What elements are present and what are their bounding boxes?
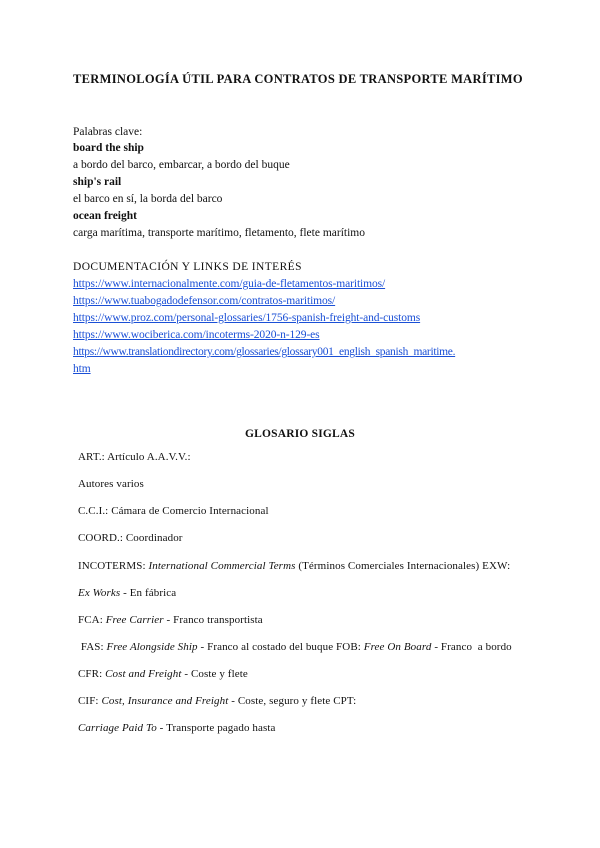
reference-link[interactable]: https://www.internacionalmente.com/guia-de-fletamentos-maritimos/ bbox=[73, 278, 386, 290]
glossary-line: ART.: Artículo A.A.V.V.: bbox=[78, 451, 191, 463]
reference-link[interactable]: https://www.tuabogadodefensor.com/contratos-maritimos/ bbox=[73, 295, 336, 307]
docs-heading: DOCUMENTACIÓN Y LINKS DE INTERÉS bbox=[73, 261, 302, 273]
glossary-line: Ex Works - En fábrica bbox=[78, 587, 177, 599]
glossary-line: CIF: Cost, Insurance and Freight - Coste, seguro y flete CPT: bbox=[78, 695, 357, 707]
glossary-line: CFR: Cost and Freight - Coste y flete bbox=[78, 668, 248, 680]
reference-link-continued[interactable]: htm bbox=[73, 363, 91, 375]
keyword-term: ocean freight bbox=[73, 210, 137, 222]
reference-link[interactable]: https://www.wociberica.com/incoterms-2020-n-129-es bbox=[73, 329, 320, 341]
reference-link[interactable]: https://www.proz.com/personal-glossaries/1756-spanish-freight-and-customs bbox=[73, 312, 421, 324]
document-title: TERMINOLOGÍA ÚTIL PARA CONTRATOS DE TRANSPORTE MARÍTIMO bbox=[73, 72, 523, 86]
keyword-term: ship's rail bbox=[73, 176, 122, 188]
glossary-line: INCOTERMS: International Commercial Terms (Términos Comerciales Internacionales) EXW: bbox=[78, 560, 511, 572]
keyword-definition: carga marítima, transporte marítimo, fletamento, flete marítimo bbox=[73, 227, 365, 239]
keyword-term: board the ship bbox=[73, 142, 144, 154]
glossary-line: COORD.: Coordinador bbox=[78, 532, 183, 544]
glossary-line: FAS: Free Alongside Ship - Franco al costado del buque FOB: Free On Board - Franco a bordo bbox=[78, 641, 512, 653]
keywords-label: Palabras clave: bbox=[73, 126, 143, 138]
glossary-heading: GLOSARIO SIGLAS bbox=[244, 428, 356, 440]
glossary-line: FCA: Free Carrier - Franco transportista bbox=[78, 614, 263, 626]
glossary-line: Autores varios bbox=[78, 478, 144, 490]
glossary-line: Carriage Paid To - Transporte pagado hasta bbox=[78, 722, 276, 734]
reference-link[interactable]: https://www.translationdirectory.com/glossaries/glossary001_english_spanish_maritime. bbox=[73, 346, 456, 358]
keyword-definition: el barco en sí, la borda del barco bbox=[73, 193, 223, 205]
glossary-line: C.C.I.: Cámara de Comercio Internacional bbox=[78, 505, 269, 517]
keyword-definition: a bordo del barco, embarcar, a bordo del buque bbox=[73, 159, 290, 171]
